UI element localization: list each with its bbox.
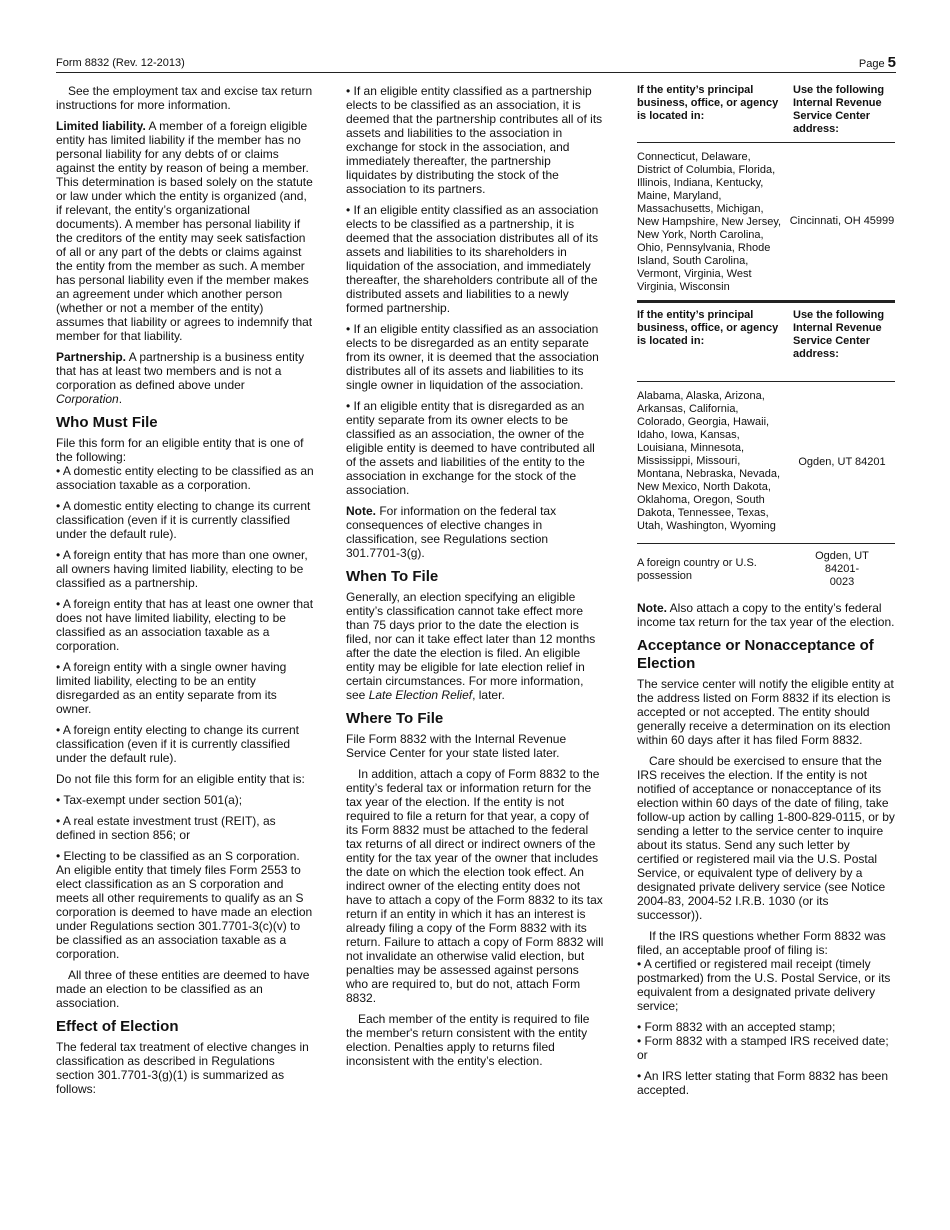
form-id: Form 8832 (Rev. 12-2013) xyxy=(56,57,185,69)
partnership-paragraph: Partnership. A partnership is a business entity that has at least two members and is not a corporation as defined above under Corporation. xyxy=(56,350,305,406)
states-cell: Alabama, Alaska, Arizona, Arkansas, California, Colorado, Georgia, Hawaii, Idaho, Iowa, Kansas, Louisiana, Minnesota, Mississippi, Missouri, Montana, Nebraska, Nevada, New Mexico, North Dakota, Oklahoma, Oregon, South Dakota, Tennessee, Texas, Utah, Washington, Wyoming xyxy=(637,390,781,532)
paragraph: All three of these entities are deemed to have made an election to be classified as an association. xyxy=(56,968,310,1010)
limited-liability-paragraph: Limited liability. A member of a foreign eligible entity has limited liability if the member has no personal liability for any debts of or claims against the entity by reason of being a member. This determination is based solely on the statute or law under which the entity is organized (and, if relevant, the entity’s organizational documents). A member has personal liability if the creditors of the entity may seek satisfaction of all or any part of the debts or claims against the entity from the member as such. A member has personal liability even if the member makes an agreement under which another person (whether or not a member of the entity) assumes that liability or agrees to indemnify that member for that liability. xyxy=(56,119,313,343)
list-item: • Electing to be classified as an S corporation. An eligible entity that timely files Form 2553 to elect classification as an S corporation and meets all other requirements to qualify as an S corporation is deemed to have made an election under Regulations section 301.7701-3(c)(v) to be classified as an association taxable as a corporation. xyxy=(56,849,313,961)
paragraph: Do not file this form for an eligible entity that is: xyxy=(56,772,305,786)
list-item: • A foreign entity electing to change its current classification (even if it is currently classified under the default rule). xyxy=(56,723,300,765)
list-item: • A foreign entity with a single owner having limited liability, electing to be an entity disregarded as an entity separate from its owner. xyxy=(56,660,287,716)
states-cell: Connecticut, Delaware, District of Columbia, Florida, Illinois, Indiana, Kentucky, Maine, Maryland, Massachusetts, Michigan, New Hampshire, New Jersey, New York, North Carolina, Ohio, Pennsylvania, Rhode Island, South Carolina, Vermont, Virginia, West Virginia, Wisconsin xyxy=(637,151,782,293)
list-item: • If an eligible entity classified as an association elects to be classified as a partnership, it is deemed that the association distributes all of its assets and liabilities to its shareholders in liquidation of the association, and immediately thereafter, the shareholders contribute all of the distributed assets and liabilities to a newly formed partnership. xyxy=(346,203,599,315)
paragraph: The federal tax treatment of elective changes in classification as described in Regulations section 301.7701-3(g)(1) is summarized as follows: xyxy=(56,1040,309,1096)
column-3 xyxy=(637,84,895,1104)
list-item: • If an eligible entity classified as an association elects to be disregarded as an entity separate from its owner, it is deemed that the association distributes all of its assets and liabilities to its single owner in liquidation of the association. xyxy=(346,322,599,392)
list-item: • An IRS letter stating that Form 8832 has been accepted. xyxy=(637,1069,889,1097)
paragraph: Each member of the entity is required to file the member's return consistent with the entity election. Penalties apply to returns filed inconsistent with the entity’s election. xyxy=(346,1012,590,1068)
table-header: If the entity’s principal business, office, or agency is located in: xyxy=(637,309,779,347)
list-item: • A domestic entity electing to be classified as an association taxable as a corporation. xyxy=(56,464,314,492)
effect-of-election-heading: Effect of Election xyxy=(56,1018,179,1035)
list-item: • A real estate investment trust (REIT), as defined in section 856; or xyxy=(56,814,276,842)
list-item: • If an eligible entity classified as a partnership elects to be classified as an association, it is deemed that the partnership contributes all of its assets and liabilities to the association in exchange for stock in the association, and immediately thereafter, the partnership liquidates by distributing the stock of the association to its partners. xyxy=(346,84,603,196)
note-paragraph: Note. Also attach a copy to the entity’s federal income tax return for the tax year of the election. xyxy=(637,601,895,629)
states-cell: A foreign country or U.S. possession xyxy=(637,556,757,582)
list-item: • A foreign entity that has more than one owner, all owners having limited liability, electing to be classified as a partnership. xyxy=(56,548,308,590)
table-row xyxy=(637,544,895,596)
table-header: If the entity’s principal business, office, or agency is located in: xyxy=(637,84,779,122)
where-to-file-heading: Where To File xyxy=(346,710,444,727)
table-header: Use the following Internal Revenue Service Center address: xyxy=(793,84,885,135)
column-2 xyxy=(346,84,604,1075)
address-cell: Ogden, UT 84201-0023 xyxy=(815,550,869,588)
who-must-file-heading: Who Must File xyxy=(56,414,158,431)
list-item: • A domestic entity electing to change its current classification (even if it is currently classified under the default rule). xyxy=(56,499,311,541)
list-item: • A foreign entity that has at least one owner that does not have limited liability, electing to be classified as an association taxable as a corporation. xyxy=(56,597,314,653)
paragraph: File Form 8832 with the Internal Revenue Service Center for your state listed later. xyxy=(346,732,567,760)
list-item: • Form 8832 with an accepted stamp; xyxy=(637,1020,836,1034)
paragraph: In addition, attach a copy of Form 8832 to the entity’s federal tax or information return for the tax year of the election. If the entity is not required to file a return for that year, a copy of its Form 8832 must be attached to the federal tax returns of all direct or indirect owners of the entity for the tax year of the owner that includes the date on which the election took effect. An indirect owner of the electing entity does not have to attach a copy of the Form 8832 to its tax return if an entity in which it has an interest is already filing a copy of the Form 8832 with its return. Failure to attach a copy of Form 8832 will not invalidate an otherwise valid election, but penalties may be assessed against persons who are required to, but do not, attach Form 8832. xyxy=(346,767,604,1005)
list-item: • A certified or registered mail receipt (timely postmarked) from the U.S. Postal Service, or its equivalent from a designated private delivery service; xyxy=(637,957,891,1013)
page-header xyxy=(56,54,896,73)
paragraph: If the IRS questions whether Form 8832 was filed, an acceptable proof of filing is: xyxy=(637,929,886,957)
when-to-file-heading: When To File xyxy=(346,568,439,585)
table-header: Use the following Internal Revenue Service Center address: xyxy=(793,309,885,360)
address-cell: Cincinnati, OH 45999 xyxy=(789,215,895,227)
paragraph: See the employment tax and excise tax return instructions for more information. xyxy=(56,84,313,112)
paragraph: Generally, an election specifying an eligible entity’s classification cannot take effect more than 75 days prior to the date the election is filed, nor can it take effect later than 12 months after the date the election is filed. An eligible entity may be eligible for late election relief in certain circumstances. For more information, see Late Election Relief, later. xyxy=(346,590,596,702)
list-item: • Tax-exempt under section 501(a); xyxy=(56,793,243,807)
address-cell: Ogden, UT 84201 xyxy=(798,456,886,468)
table-row xyxy=(637,143,895,302)
column-1 xyxy=(56,84,314,1103)
note-paragraph: Note. For information on the federal tax consequences of elective changes in classification, see Regulations section 301.7701-3(g). xyxy=(346,504,557,560)
list-item: • If an eligible entity that is disregarded as an entity separate from its owner elects to be classified as an association, the owner of the eligible entity is deemed to have contributed all of the assets and liabilities of the entity to the association in exchange for the stock of the association. xyxy=(346,399,595,497)
page-number: Page 5 xyxy=(858,54,896,71)
service-center-table-2 xyxy=(637,309,895,595)
paragraph: File this form for an eligible entity that is one of the following: xyxy=(56,436,304,464)
paragraph: Care should be exercised to ensure that the IRS receives the election. If the entity is not notified of acceptance or nonacceptance of its election within 60 days of the date of filing, take follow-up action by calling 1-800-829-0115, or by sending a letter to the service center to inquire about its status. Send any such letter by certified or registered mail via the U.S. Postal Service, or equivalent type of delivery by a designated private delivery service (see Notice 2004-83, 2004-52 I.R.B. 1030 (or its successor)). xyxy=(637,754,895,922)
service-center-table-1 xyxy=(637,84,895,303)
list-item: • Form 8832 with a stamped IRS received date; or xyxy=(637,1034,889,1062)
table-row xyxy=(637,382,895,544)
paragraph: The service center will notify the eligible entity at the address listed on Form 8832 if its election is accepted or not accepted. The entity should generally receive a determination on its election within 60 days after it has filed Form 8832. xyxy=(637,677,894,747)
acceptance-heading: Acceptance or Nonacceptance of Election xyxy=(637,637,874,672)
